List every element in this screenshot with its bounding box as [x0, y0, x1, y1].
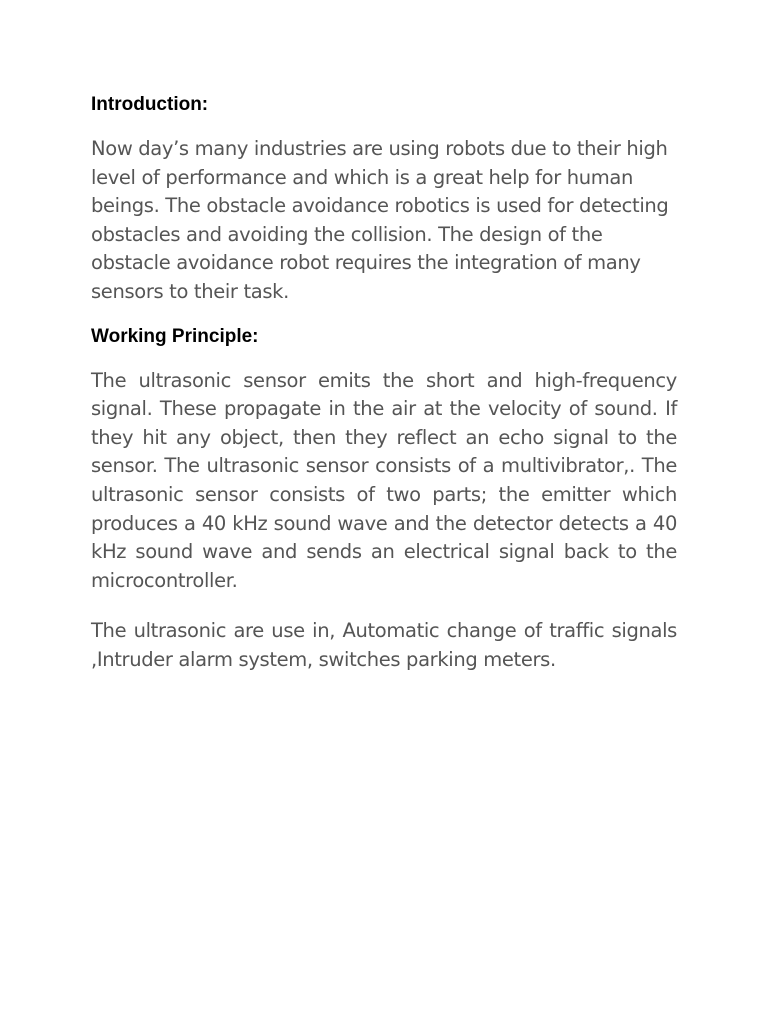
document-body — [91, 92, 677, 675]
applications-paragraph: The ultrasonic are use in, Automatic change of traffic signals ,Intruder alarm system, switches parking meters. — [91, 619, 677, 671]
introduction-paragraph: Now day’s many industries are using robots due to their high level of performance and which is a great help for human beings. The obstacle avoidance robotics is used for detecting obstacles and avoiding the collision. The design of the obstacle avoidance robot requires the integration of many sensors to their task. — [91, 137, 669, 303]
working-principle-heading: Working Principle: — [91, 325, 259, 347]
introduction-heading: Introduction: — [91, 94, 209, 115]
working-principle-paragraph: The ultrasonic sensor emits the short and high-frequency signal. These propagate in the air at the velocity of sound. If they hit any object, then they reflect an echo signal to the sensor. The ultrasonic sensor consists of a multivibrator,. The ultrasonic sensor consists of two parts; the emitter which produces a 40 kHz sound wave and the detector detects a 40 kHz sound wave and sends an electrical signal back to the microcontroller. — [91, 368, 677, 592]
